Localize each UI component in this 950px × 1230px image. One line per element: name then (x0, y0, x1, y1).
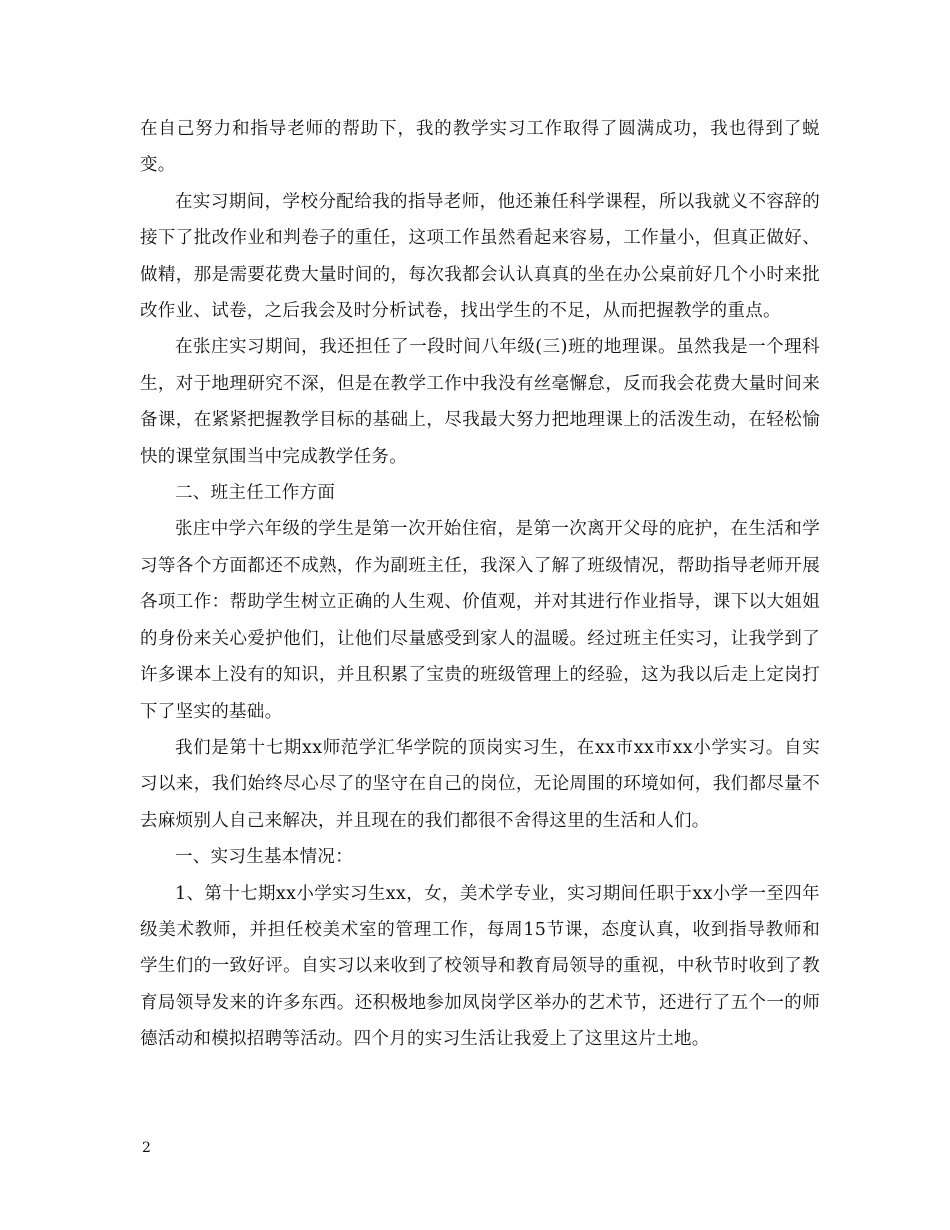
paragraph-class-teacher-work: 张庄中学六年级的学生是第一次开始住宿，是第一次离开父母的庇护，在生活和学习等各个方面都还不成熟，作为副班主任，我深入了解了班级情况，帮助指导老师开展各项工作：帮助学生树立正确的人生观、价值观，并对其进行作业指导，课下以大姐姐的身份来关心爱护他们，让他们尽量感受到家人的温暖。经过班主任实习，让我学到了许多课本上没有的知识，并且积累了宝贵的班级管理上的经验，这为我以后走上定岗打下了坚实的基础。 (140, 519, 820, 722)
paragraph-intro: 在自己努力和指导老师的帮助下，我的教学实习工作取得了圆满成功，我也得到了蜕变。 (140, 119, 820, 176)
paragraph-internship-overview: 我们是第十七期xx师范学汇华学院的顶岗实习生，在xx市xx市xx小学实习。自实习以来，我们始终尽心尽了的坚守在自己的岗位，无论周围的环境如何，我们都尽量不去麻烦别人自己来解决，并且现在的我们都很不舍得这里的生活和人们。 (140, 737, 820, 831)
paragraph-geography-class: 在张庄实习期间，我还担任了一段时间八年级(三)班的地理课。虽然我是一个理科生，对于地理研究不深，但是在教学工作中我没有丝毫懈怠，反而我会花费大量时间来备课，在紧紧把握教学目标的基础上，尽我最大努力把地理课上的活泼生动，在轻松愉快的课堂氛围当中完成教学任务。 (140, 337, 820, 467)
paragraph-grading-duties: 在实习期间，学校分配给我的指导老师，他还兼任科学课程，所以我就义不容辞的接下了批改作业和判卷子的重任，这项工作虽然看起来容易，工作量小，但真正做好、做精，那是需要花费大量时间的，每次我都会认认真真的坐在办公桌前好几个小时来批改作业、试卷，之后我会及时分析试卷，找出学生的不足，从而把握教学的重点。 (140, 191, 820, 322)
document-body (140, 111, 820, 1058)
page-number: 2 (142, 1140, 151, 1156)
section-heading-class-teacher: 二、班主任工作方面 (175, 483, 336, 504)
section-heading-basic-info: 一、实习生基本情况： (175, 847, 353, 868)
paragraph-intern-profile: 1、第十七期xx小学实习生xx，女，美术学专业，实习期间任职于xx小学一至四年级美术教师，并担任校美术室的管理工作，每周15节课，态度认真，收到指导教师和学生们的一致好评。自实习以来收到了校领导和教育局领导的重视，中秋节时收到了教育局领导发来的许多东西。还积极地参加凤岗学区举办的艺术节，还进行了五个一的师德活动和模拟招聘等活动。四个月的实习生活让我爱上了这里这片土地。 (140, 883, 820, 1050)
